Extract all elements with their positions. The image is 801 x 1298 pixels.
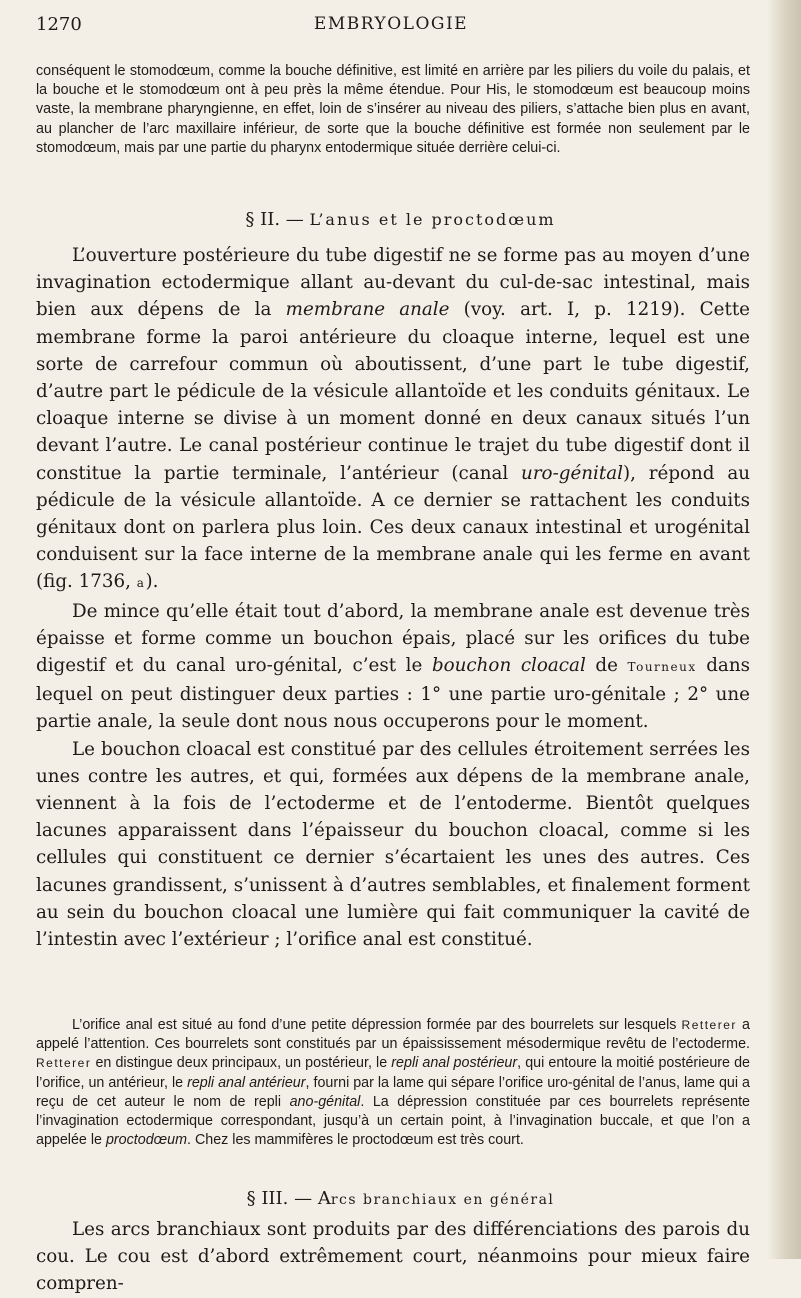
- paragraph-arcs: Les arcs branchiaux sont produits par des différenciations des parois du cou. Le cou est d’abord extrêmement court, néanmoins pour mieux faire compren-: [36, 1219, 750, 1295]
- paragraph-ouverture: [36, 242, 750, 598]
- section-title-initial: A: [317, 1188, 331, 1209]
- text-run: L’ouverture postérieure du tube digestif ne se forme pas au moyen d’une invagination ectodermique allant au-devant du cul-de-sac intestinal, mais bien aux dépens de la: [36, 245, 750, 321]
- paragraph-membrane: [36, 598, 750, 736]
- section-dash: —: [285, 209, 304, 230]
- text-run: ), répond au pédicule de la vésicule allantoïde. A ce dernier se rattachent les conduits génitaux dont on parlera plus loin. Ces deux canaux intestinal et urogénital conduisent sur la face interne de la membrane anale qui les ferme en avant (fig. 1736,: [36, 462, 751, 593]
- section-title: L’anus et le proctodœum: [309, 210, 556, 229]
- italic-term: ano-génital: [289, 1093, 361, 1110]
- intro-paragraph: [36, 62, 750, 158]
- note-text: [36, 1016, 750, 1150]
- paragraph-bouchon: Le bouchon cloacal est constitué par des cellules étroitement serrées les unes contre les autres, et qui, formées aux dépens de la membrane anale, viennent à la fois de l’ectoderme et de l’entoderme. Bientôt quelques lacunes apparaissent dans l’épaisseur du bouchon cloacal, comme si les cellules qui constituent ce dernier s’écartaient les unes des autres. Ces lacunes grandissent, s’unissent à d’autres semblables, et finalement forment au sein du bouchon cloacal une lumière qui fait communiquer la cavité de l’intestin avec l’extérieur ; l’orifice anal est constitué.: [36, 738, 750, 951]
- section-heading-anus: [0, 209, 801, 230]
- author-name: Retterer: [681, 1018, 737, 1032]
- text-run: . Chez les mammifères le proctodœum est très court.: [187, 1132, 524, 1149]
- text-run: dans lequel on peut distinguer deux parties : 1° une partie uro-génitale ; 2° une partie anale, la seule dont nous nous occuperons pour le moment.: [36, 655, 750, 733]
- italic-term: repli anal antérieur: [187, 1074, 306, 1091]
- arcs-text-block: [36, 1216, 750, 1298]
- section-title: rcs branchiaux en général: [330, 1192, 555, 1208]
- text-run: , fourni par la lame qui sépare l’orifice uro-génital de l’anus, lame qui a reçu de cet auteur le nom de repli: [36, 1074, 750, 1110]
- author-name: Retterer: [36, 1056, 92, 1071]
- section-number: § III.: [246, 1188, 289, 1209]
- italic-term: proctodœum: [105, 1132, 188, 1149]
- italic-term: uro-génital: [521, 462, 623, 484]
- text-run: L’orifice anal est situé au fond d’une petite dépression formée par des bourrelets sur lesquels: [72, 1017, 682, 1033]
- italic-term: repli anal postérieur: [391, 1055, 518, 1072]
- page-number: 1270: [36, 14, 82, 35]
- running-header: [36, 14, 746, 38]
- small-caps-label: a: [136, 576, 146, 591]
- text-run: De mince qu’elle était tout d’abord, la membrane anale est devenue très épaisse et forme comme un bouchon épais, placé sur les orifices du tube digestif et du canal uro-génital, c’est le: [36, 600, 750, 677]
- section-heading-arcs: [0, 1188, 801, 1209]
- section-number: § II.: [245, 209, 281, 230]
- page-edge-shadow: [767, 0, 801, 1259]
- italic-term: membrane anale: [285, 299, 450, 321]
- intro-paragraph-text: conséquent le stomodœum, comme la bouche définitive, est limité en arrière par les piliers du voile du palais, et la bouche et le stomodœum ont à peu près la même étendue. Pour His, le stomodœum est beaucoup moins vaste, la membrane pharyngienne, en effet, loin de s’insérer au niveau des piliers, s’attache bien plus en avant, au plancher de l’arc maxillaire inférieur, de sorte que la bouche définitive est formée non seulement par le stomodœum, mais par une partie du pharynx entodermique située derrière celui-ci.: [36, 63, 750, 156]
- text-run: a appelé l’attention. Ces bourrelets sont constitués par un épaississement mésodermique revêtu de l’ectoderme.: [36, 1017, 750, 1053]
- section-dash: —: [294, 1188, 313, 1209]
- main-text-block: [36, 242, 750, 953]
- text-run: ).: [145, 571, 159, 593]
- italic-term: bouchon cloacal: [431, 655, 586, 677]
- text-run: de: [585, 655, 628, 677]
- text-run: . La dépression constituée par ces bourrelets représente l’invagination ectodermique correspondant, jusqu’à un certain point, à l’invagination buccale, et que l’on a appelée le: [36, 1093, 750, 1149]
- running-title: EMBRYOLOGIE: [313, 14, 469, 34]
- text-run: (voy. art. I, p. 1219). Cette membrane forme la paroi antérieure du cloaque interne, lequel est une sorte de carrefour commun où aboutissent, d’une part le tube digestif, d’autre part le pédicule de la vésicule allantoïde et les conduits génitaux. Le cloaque interne se divise à un moment donné en deux canaux situés l’un devant l’autre. Le canal postérieur continue le trajet du tube digestif dont il constitue la partie terminale, l’antérieur (canal: [36, 299, 750, 484]
- text-run: en distingue deux principaux, un postérieur, le: [91, 1055, 392, 1072]
- author-name: Tourneux: [627, 660, 697, 675]
- text-run: , qui entoure la moitié postérieure de l’orifice, un antérieur, le: [36, 1055, 750, 1091]
- note-paragraph: [36, 1016, 750, 1150]
